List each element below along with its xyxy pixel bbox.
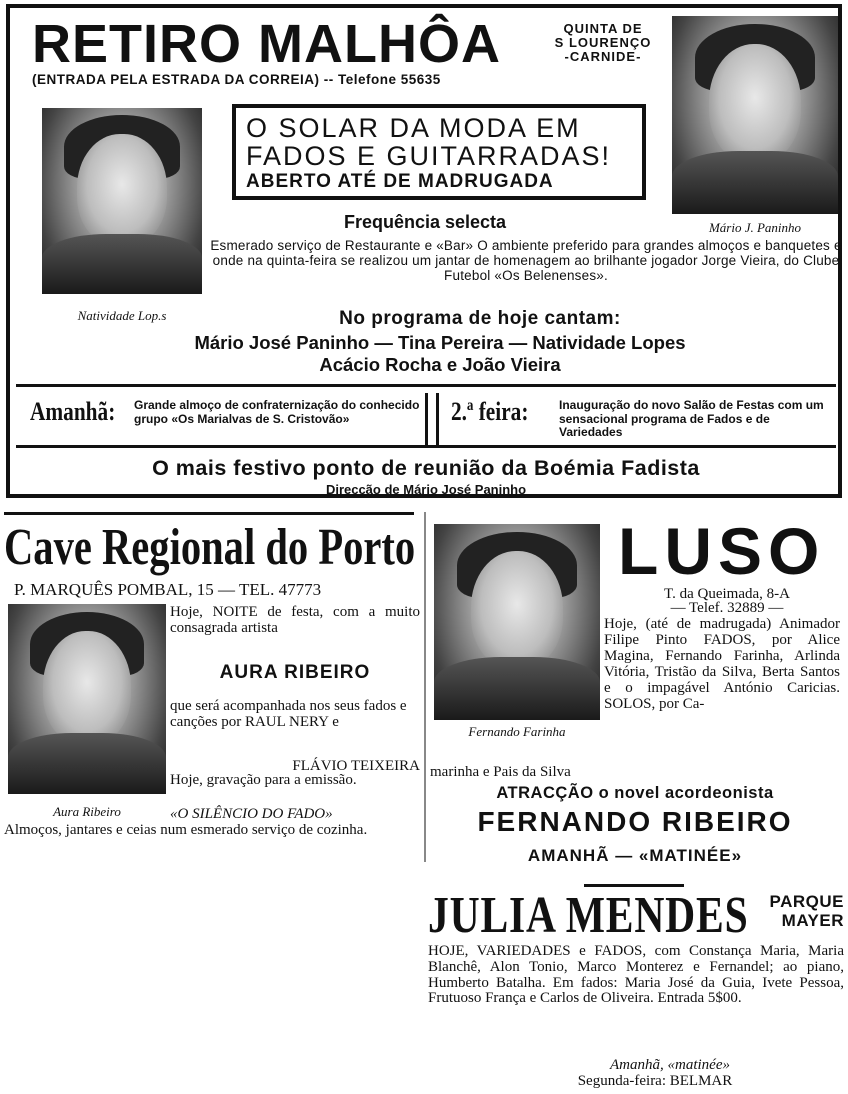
caption-natividade: Natividade Lop.s <box>77 308 167 323</box>
segunda-text: Inauguração do novo Salão de Festas com um sensacional programa de Fados e de Variedades <box>559 398 824 439</box>
cave-silencio-text: «O SILÊNCIO DO FADO» <box>170 806 333 822</box>
direccao-line: Direcção de Mário José Paninho <box>325 482 527 497</box>
artistas-line1: Mário José Paninho — Tina Pereira — Natividade Lopes <box>194 332 686 353</box>
column-divider <box>424 512 426 862</box>
caption-mario: Mário J. Paninho <box>708 220 802 235</box>
cave-acomp-text: que será acompanhada nos seus fados e canções por RAUL NERY e <box>170 698 407 730</box>
caption-aura: Aura Ribeiro <box>53 804 121 819</box>
julia-title: JULIA MENDES <box>428 887 749 944</box>
luso-fernando-ribeiro: FERNANDO RIBEIRO <box>477 806 793 837</box>
luso-tail: marinha e Pais da Silva <box>430 764 571 780</box>
photo-mario-paninho <box>672 16 838 214</box>
retiro-quinta-line2: S LOURENÇO <box>554 35 652 50</box>
solar-line3: ABERTO ATÉ DE MADRUGADA <box>246 171 554 192</box>
cave-artist-name: AURA RIBEIRO <box>219 662 371 683</box>
cave-gravacao-text: Hoje, gravação para a emissão. <box>170 772 357 788</box>
segunda-label: 2.ª feira: <box>451 397 529 426</box>
retiro-quinta-line3: -CARNIDE- <box>564 49 642 64</box>
luso-address: T. da Queimada, 8-A <box>664 586 790 602</box>
segunda-box <box>436 393 832 445</box>
solar-line1: O SOLAR DA MODA EM <box>246 113 581 143</box>
luso-amanha: AMANHÃ — «MATINÉE» <box>527 846 743 865</box>
julia-parque-line1: PARQUE <box>769 892 844 911</box>
esmerado-paragraph: Esmerado serviço de Restaurante e «Bar» O ambiente preferido para grandes almoços e banquetes e onde na quinta-feira se realizou um jantar de homenagem ao brilhante jogador Jorge Vieira, do Clube Futebol «Os Belenenses». <box>210 238 842 283</box>
frequencia-heading: Frequência selecta <box>343 212 507 232</box>
solar-box <box>232 104 646 200</box>
retiro-entrada: (ENTRADA PELA ESTRADA DA CORREIA) -- Telefone 55635 <box>32 72 441 87</box>
retiro-schedule-band <box>16 384 836 448</box>
retiro-quinta-block <box>538 22 668 64</box>
cave-title: Cave Regional do Porto <box>4 519 416 576</box>
amanha-box <box>26 393 428 445</box>
julia-body: HOJE, VARIEDADES e FADOS, com Constança Maria, Maria Blanchê, Alon Tonio, Marco Monterez e Fernandel; ao piano, Humberto Batalha. Em fados: Maria José da Guia, Ivete Pessoa, Frutuoso França e Carlos de Oliveira. Entrada 5$00. <box>428 943 844 1007</box>
julia-segunda: Segunda-feira: BELMAR <box>577 1073 733 1089</box>
caption-fernando: Fernando Farinha <box>468 724 566 739</box>
programa-heading: No programa de hoje cantam: <box>339 308 621 329</box>
cave-almocos-text: Almoços, jantares e ceias num esmerado serviço de cozinha. <box>4 822 368 838</box>
cave-top-rule <box>4 512 414 515</box>
julia-parque-mayer <box>726 892 844 930</box>
retiro-quinta-line1: QUINTA DE <box>563 21 643 36</box>
cave-address: P. MARQUÊS POMBAL, 15 — TEL. 47773 <box>14 580 322 599</box>
luso-atraccao: ATRACÇÃO o novel acordeonista <box>496 784 774 802</box>
solar-line2: FADOS E GUITARRADAS! <box>246 141 612 171</box>
amanha-label: Amanhã: <box>30 397 116 426</box>
retiro-malhoa-ad <box>6 4 842 498</box>
luso-tel: — Telef. 32889 — <box>670 600 784 616</box>
julia-amanha: Amanhã, «matinée» <box>610 1057 730 1073</box>
boemia-slogan: O mais festivo ponto de reunião da Boémia Fadista <box>152 456 700 480</box>
amanha-text: Grande almoço de confraternização do conhecido grupo «Os Marialvas de S. Cristovão» <box>134 398 420 426</box>
luso-body: Hoje, (até de madrugada) Animador Filipe Pinto FADOS, por Alice Magina, Fernando Farinha, Arlinda Vitória, Tristão da Silva, Berta Santos e o impagável António Caricias. SOLOS, por Ca- <box>604 616 840 712</box>
artistas-line2: Acácio Rocha e João Vieira <box>319 354 561 375</box>
cave-flavio-text: FLÁVIO TEIXEIRA <box>292 758 420 774</box>
photo-aura-ribeiro <box>8 604 166 794</box>
photo-fernando-farinha <box>434 524 600 720</box>
retiro-title: RETIRO MALHÔA <box>32 14 501 74</box>
julia-parque-line2: MAYER <box>781 911 844 930</box>
cave-hoje-text: Hoje, NOITE de festa, com a muito consagrada artista <box>170 604 420 636</box>
luso-title: LUSO <box>618 514 826 588</box>
photo-natividade-lopes <box>42 108 202 294</box>
